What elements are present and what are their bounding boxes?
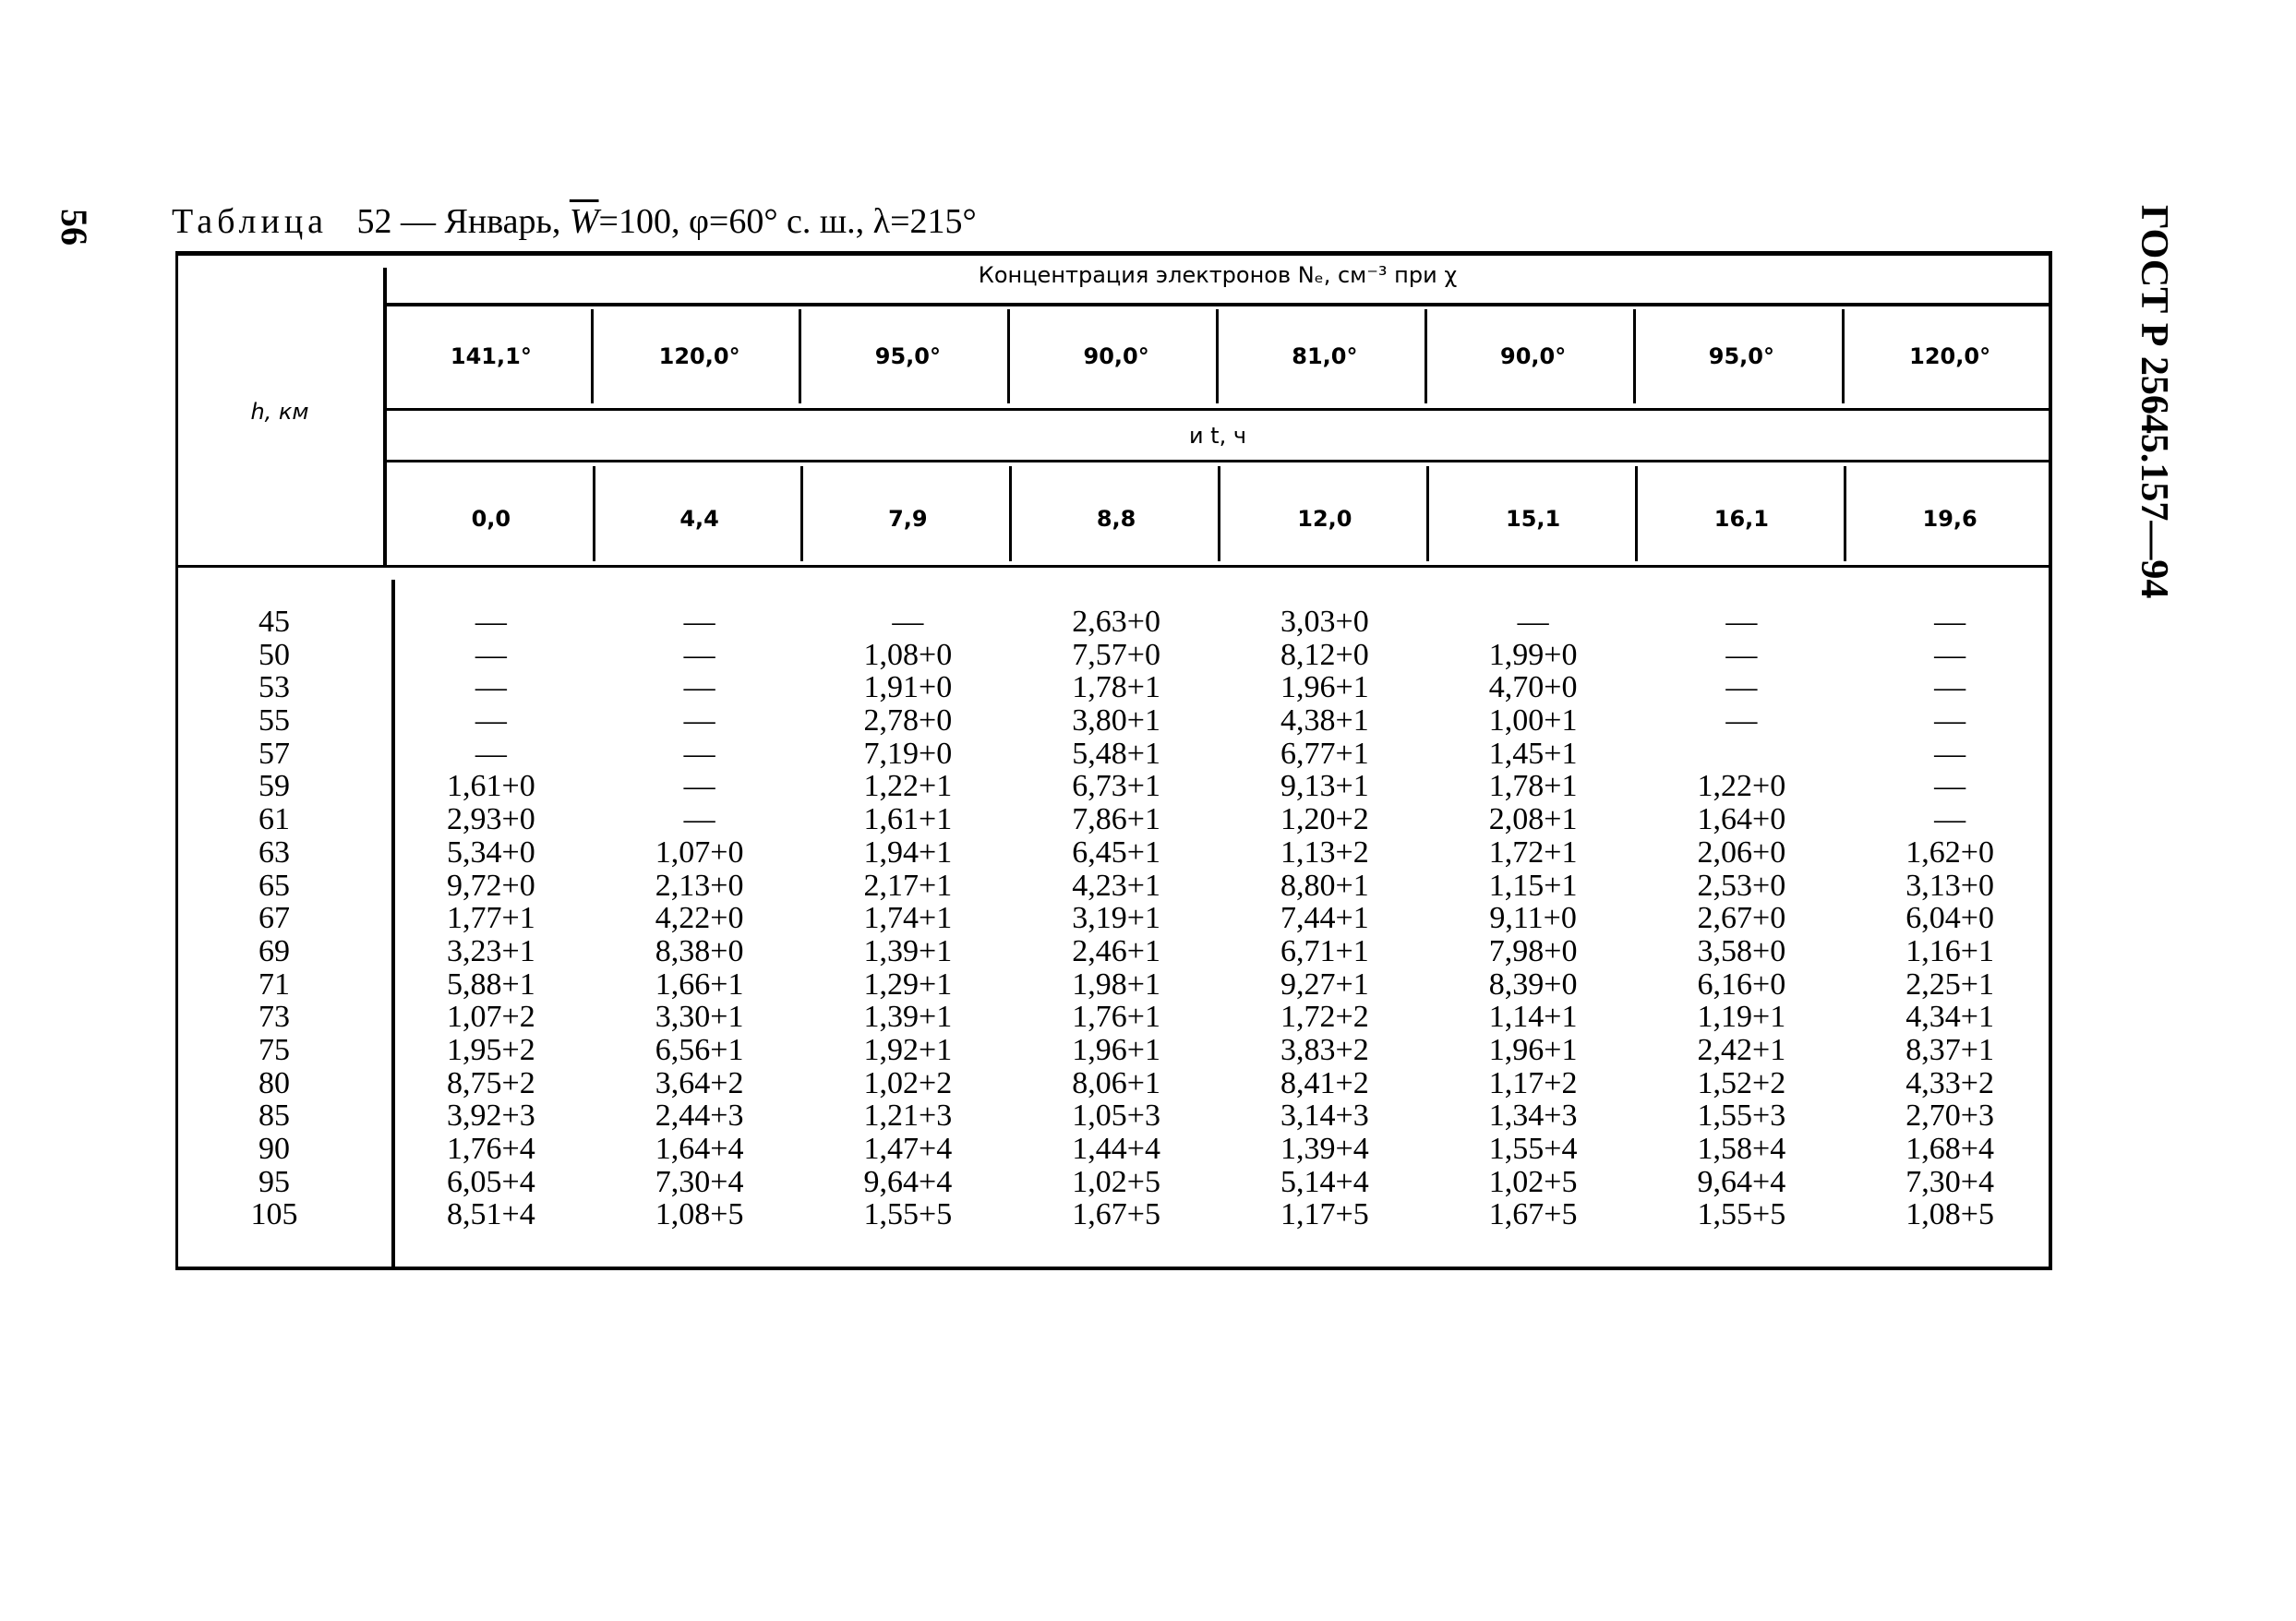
table-cell: 5,34+0 — [447, 835, 535, 870]
table-cell: 1,02+2 — [863, 1065, 953, 1100]
table-cell: 3,23+1 — [447, 933, 535, 968]
table-cell: 1,98+1 — [1072, 967, 1160, 1002]
table-cell: 2,78+0 — [863, 703, 953, 738]
header-t-4: 8,8 — [1096, 506, 1136, 532]
header-chi-5: 81,0° — [1292, 343, 1358, 369]
table-cell: 1,68+4 — [1905, 1132, 1994, 1166]
h-value: 71 — [258, 967, 290, 1002]
table-cell: 1,61+0 — [447, 769, 535, 804]
header-t-1: 0,0 — [471, 506, 511, 532]
table-cell: 3,13+0 — [1905, 868, 1994, 903]
data-column-5 — [1228, 606, 1422, 1231]
header-chi-3: 95,0° — [874, 343, 941, 369]
table-cell: 8,41+2 — [1280, 1065, 1369, 1100]
table-cell: 1,94+1 — [863, 835, 953, 870]
t-divider — [1635, 466, 1638, 561]
table-cell: — — [475, 703, 507, 738]
table-cell: 2,53+0 — [1697, 868, 1786, 903]
table-cell: 1,16+1 — [1905, 933, 1994, 968]
table-cell: 9,64+4 — [1697, 1164, 1786, 1199]
table-cell: 9,13+1 — [1280, 769, 1369, 804]
table-cell: 6,73+1 — [1072, 769, 1160, 804]
table-cell: 6,05+4 — [447, 1164, 535, 1199]
table-cell: 6,71+1 — [1280, 933, 1369, 968]
h-value: 95 — [258, 1164, 290, 1199]
table-cell: — — [1934, 802, 1966, 837]
table-cell: 1,02+5 — [1488, 1164, 1578, 1199]
h-value: 69 — [258, 933, 290, 968]
header-chi-4: 90,0° — [1083, 343, 1149, 369]
table-cell: — — [683, 736, 715, 771]
table-cell: 1,39+1 — [863, 933, 953, 968]
data-column-2 — [603, 606, 797, 1231]
table-cell: 1,00+1 — [1488, 703, 1578, 738]
table-cell: 3,83+2 — [1280, 1032, 1369, 1067]
caption-w-symbol: $\overline{W}$ — [569, 202, 599, 241]
table-cell: 1,19+1 — [1697, 1000, 1786, 1035]
h-value: 105 — [250, 1197, 298, 1232]
t-divider — [593, 466, 595, 561]
table-cell: 6,45+1 — [1072, 835, 1160, 870]
table-cell: 1,08+5 — [655, 1197, 744, 1232]
table-cell: 1,64+4 — [655, 1132, 744, 1166]
header-chi-1: 141,1° — [450, 343, 532, 369]
table-cell: 1,08+0 — [863, 637, 953, 672]
table-cell: 1,52+2 — [1697, 1065, 1786, 1100]
table-cell: 1,64+0 — [1697, 802, 1786, 837]
table-cell: 3,14+3 — [1280, 1099, 1369, 1134]
table-cell: 1,62+0 — [1905, 835, 1994, 870]
h-value: 80 — [258, 1065, 290, 1100]
table-cell: 8,37+1 — [1905, 1032, 1994, 1067]
table-cell: 5,14+4 — [1280, 1164, 1369, 1199]
table-cell: 8,12+0 — [1280, 637, 1369, 672]
table-cell: 3,19+1 — [1072, 901, 1160, 936]
table-cell: 1,21+3 — [863, 1099, 953, 1134]
table-cell: 7,57+0 — [1072, 637, 1160, 672]
header-t-8: 19,6 — [1922, 506, 1977, 532]
table-cell: 8,51+4 — [447, 1197, 535, 1232]
h-value: 85 — [258, 1099, 290, 1134]
h-value: 67 — [258, 901, 290, 936]
table-cell: 1,47+4 — [863, 1132, 953, 1166]
table-cell: 8,80+1 — [1280, 868, 1369, 903]
table-top-rule — [175, 251, 2051, 256]
table-cell: 3,30+1 — [655, 1000, 744, 1035]
caption-number: 52 — [356, 202, 392, 241]
caption-w-value: =100, — [598, 202, 680, 241]
table-cell: 2,63+0 — [1072, 605, 1160, 639]
table-cell: 1,22+0 — [1697, 769, 1786, 804]
table-header-bottom-rule — [175, 565, 2051, 568]
table-cell: 1,20+2 — [1280, 802, 1369, 837]
table-cell: 2,06+0 — [1697, 835, 1786, 870]
header-t-5: 12,0 — [1297, 506, 1352, 532]
table-cell: — — [1725, 637, 1758, 672]
h-value: 59 — [258, 769, 290, 804]
table-cell: — — [1934, 670, 1966, 705]
table-right-border — [2049, 251, 2052, 1270]
table-cell: 3,03+0 — [1280, 605, 1369, 639]
table-cell: 1,78+1 — [1488, 769, 1578, 804]
table-cell: 2,17+1 — [863, 868, 953, 903]
header-chi-2: 120,0° — [658, 343, 740, 369]
table-cell: 2,13+0 — [655, 868, 744, 903]
table-cell: 7,86+1 — [1072, 802, 1160, 837]
data-column-7 — [1644, 606, 1838, 1231]
table-cell: 1,67+5 — [1488, 1197, 1578, 1232]
standard-id: ГОСТ Р 25645.157—94 — [2133, 205, 2175, 599]
h-value: 55 — [258, 703, 290, 738]
table-cell: 7,30+4 — [655, 1164, 744, 1199]
table-cell: 8,38+0 — [655, 933, 744, 968]
h-value: 73 — [258, 1000, 290, 1035]
table-cell: — — [475, 637, 507, 672]
table-cell: 2,70+3 — [1905, 1099, 1994, 1134]
table-cell: 1,72+1 — [1488, 835, 1578, 870]
table-cell — [1644, 738, 1838, 771]
table-cell: 1,66+1 — [655, 967, 744, 1002]
table-cell: 4,23+1 — [1072, 868, 1160, 903]
caption-phi: φ=60° с. ш., — [688, 202, 865, 241]
table-cell: 1,76+1 — [1072, 1000, 1160, 1035]
table-cell: 2,67+0 — [1697, 901, 1786, 936]
table-cell: 4,22+0 — [655, 901, 744, 936]
table-cell: 7,30+4 — [1905, 1164, 1994, 1199]
h-value: 50 — [258, 637, 290, 672]
data-column-3 — [811, 606, 1004, 1231]
h-value: 75 — [258, 1032, 290, 1067]
table-cell: 4,38+1 — [1280, 703, 1369, 738]
table-cell: 1,78+1 — [1072, 670, 1160, 705]
table-cell: — — [1725, 670, 1758, 705]
table-cell: 1,91+0 — [863, 670, 953, 705]
table-cell: 1,55+4 — [1488, 1132, 1578, 1166]
data-column-6 — [1437, 606, 1630, 1231]
table-cell: 7,98+0 — [1488, 933, 1578, 968]
h-value: 53 — [258, 670, 290, 705]
table-cell: 1,17+5 — [1280, 1197, 1369, 1232]
table-cell: — — [683, 703, 715, 738]
data-column-1 — [394, 606, 588, 1231]
table-cell: — — [1517, 605, 1549, 639]
table-cell: — — [1934, 769, 1966, 804]
header-chi-6: 90,0° — [1500, 343, 1567, 369]
header-rule-1 — [387, 303, 2049, 306]
table-cell: 4,33+2 — [1905, 1065, 1994, 1100]
table-cell: 3,64+2 — [655, 1065, 744, 1100]
table-cell: 1,02+5 — [1072, 1164, 1160, 1199]
header-row-label: h, км — [250, 399, 309, 425]
table-cell: 6,16+0 — [1697, 967, 1786, 1002]
table-cell: 3,92+3 — [447, 1099, 535, 1134]
table-cell: 1,99+0 — [1488, 637, 1578, 672]
table-cell: 5,48+1 — [1072, 736, 1160, 771]
table-cell: — — [1934, 605, 1966, 639]
table-cell: 1,44+4 — [1072, 1132, 1160, 1166]
table-cell: 1,55+3 — [1697, 1099, 1786, 1134]
table-cell: 1,14+1 — [1488, 1000, 1578, 1035]
table-cell: 1,67+5 — [1072, 1197, 1160, 1232]
h-value: 57 — [258, 736, 290, 771]
table-cell: 6,56+1 — [655, 1032, 744, 1067]
table-cell: 9,64+4 — [863, 1164, 953, 1199]
table-cell: 1,77+1 — [447, 901, 535, 936]
table-cell: 8,06+1 — [1072, 1065, 1160, 1100]
table-cell: 1,96+1 — [1488, 1032, 1578, 1067]
header-t-6: 15,1 — [1506, 506, 1561, 532]
table-cell: 2,44+3 — [655, 1099, 744, 1134]
table-cell: 1,96+1 — [1280, 670, 1369, 705]
table-cell: 3,58+0 — [1697, 933, 1786, 968]
caption-month: Январь, — [444, 202, 561, 241]
t-divider — [1218, 466, 1220, 561]
header-group-time: и t, ч — [1188, 423, 1247, 449]
table-cell: 2,25+1 — [1905, 967, 1994, 1002]
table-cell: — — [892, 605, 924, 639]
h-value: 61 — [258, 802, 290, 837]
table-cell: 1,15+1 — [1488, 868, 1578, 903]
table-cell: 1,45+1 — [1488, 736, 1578, 771]
table-cell: 6,04+0 — [1905, 901, 1994, 936]
table-cell: — — [1725, 605, 1758, 639]
table-bottom-rule — [175, 1267, 2051, 1270]
header-rule-2 — [387, 408, 2049, 411]
table-cell: 1,39+4 — [1280, 1132, 1369, 1166]
h-value: 65 — [258, 868, 290, 903]
caption-label: Таблица — [172, 202, 329, 241]
h-value: 63 — [258, 835, 290, 870]
table-cell: 1,05+3 — [1072, 1099, 1160, 1134]
table-cell: 1,22+1 — [863, 769, 953, 804]
table-cell: — — [683, 605, 715, 639]
table-cell: 2,08+1 — [1488, 802, 1578, 837]
table-cell: 1,72+2 — [1280, 1000, 1369, 1035]
table-cell: — — [683, 802, 715, 837]
table-cell: 1,95+2 — [447, 1032, 535, 1067]
header-group-concentration: Концентрация электронов Nₑ, см⁻³ при χ — [978, 262, 1458, 288]
table-cell: 1,96+1 — [1072, 1032, 1160, 1067]
h-column — [214, 606, 334, 1231]
table-cell: 1,08+5 — [1905, 1197, 1994, 1232]
header-chi-8: 120,0° — [1909, 343, 1991, 369]
table-cell: — — [1725, 703, 1758, 738]
page-number: 56 — [54, 209, 95, 246]
table-cell: — — [1934, 736, 1966, 771]
table-cell: 4,70+0 — [1488, 670, 1578, 705]
table-cell: 1,13+2 — [1280, 835, 1369, 870]
table-cell: — — [1934, 637, 1966, 672]
t-divider — [1426, 466, 1429, 561]
table-cell: 1,74+1 — [863, 901, 953, 936]
table-cell: — — [475, 670, 507, 705]
table-cell: 9,72+0 — [447, 868, 535, 903]
caption-lambda: λ=215° — [872, 202, 977, 241]
table-cell: 1,07+2 — [447, 1000, 535, 1035]
table-cell: 7,19+0 — [863, 736, 953, 771]
table-cell: 5,88+1 — [447, 967, 535, 1002]
header-t-7: 16,1 — [1713, 506, 1769, 532]
table-cell: 1,55+5 — [863, 1197, 953, 1232]
table-cell: 6,77+1 — [1280, 736, 1369, 771]
data-column-8 — [1853, 606, 2047, 1231]
t-divider — [1009, 466, 1012, 561]
table-cell: — — [1934, 703, 1966, 738]
table-cell: 1,76+4 — [447, 1132, 535, 1166]
table-cell: 2,46+1 — [1072, 933, 1160, 968]
data-column-4 — [1019, 606, 1213, 1231]
table-cell: 1,39+1 — [863, 1000, 953, 1035]
table-cell: 1,55+5 — [1697, 1197, 1786, 1232]
header-t-3: 7,9 — [888, 506, 928, 532]
header-t-2: 4,4 — [679, 506, 719, 532]
row-label-separator — [383, 268, 387, 565]
table-cell: 9,11+0 — [1489, 901, 1577, 936]
table-cell: 1,92+1 — [863, 1032, 953, 1067]
table-cell: 8,39+0 — [1488, 967, 1578, 1002]
table-cell: 9,27+1 — [1280, 967, 1369, 1002]
table-cell: — — [475, 605, 507, 639]
table-cell: 1,29+1 — [863, 967, 953, 1002]
header-chi-7: 95,0° — [1708, 343, 1774, 369]
table-cell: — — [683, 637, 715, 672]
table-cell: 1,34+3 — [1488, 1099, 1578, 1134]
table-cell: — — [475, 736, 507, 771]
table-cell: 2,93+0 — [447, 802, 535, 837]
table-cell: 1,58+4 — [1697, 1132, 1786, 1166]
table-cell: 7,44+1 — [1280, 901, 1369, 936]
table-cell: 1,07+0 — [655, 835, 744, 870]
caption-dash: — — [401, 202, 437, 241]
table-cell: 3,80+1 — [1072, 703, 1160, 738]
h-value: 90 — [258, 1132, 290, 1166]
table-cell: 2,42+1 — [1697, 1032, 1786, 1067]
table-cell: 1,17+2 — [1488, 1065, 1578, 1100]
table-cell: 1,61+1 — [863, 802, 953, 837]
t-divider — [1844, 466, 1846, 561]
header-rule-3 — [387, 460, 2049, 462]
table-cell: 8,75+2 — [447, 1065, 535, 1100]
table-cell: 4,34+1 — [1905, 1000, 1994, 1035]
table-cell: — — [683, 670, 715, 705]
h-value: 45 — [258, 605, 290, 639]
table-cell: — — [683, 769, 715, 804]
